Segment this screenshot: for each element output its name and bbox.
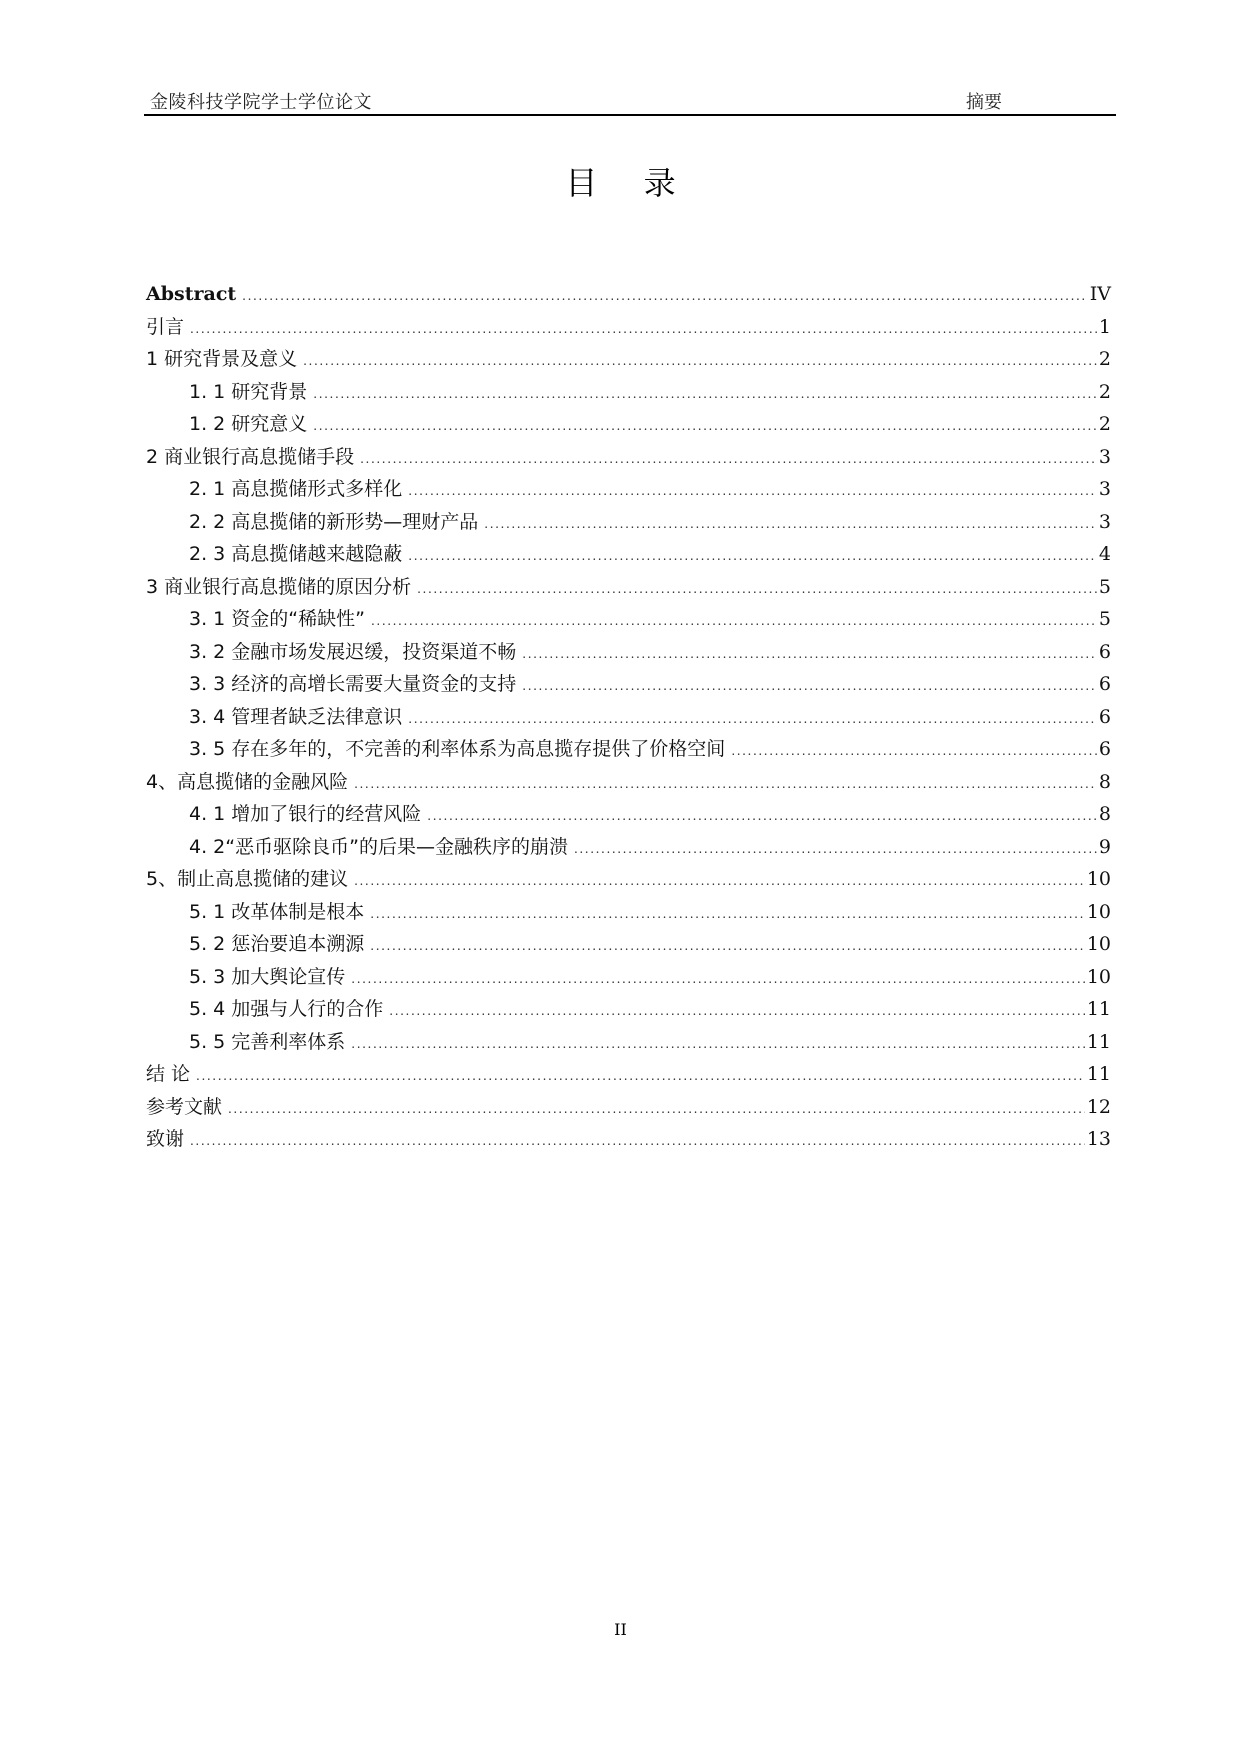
header-thesis-title: 金陵科技学院学士学位论文 bbox=[150, 92, 372, 113]
toc-entry-label: 致谢 bbox=[146, 1128, 185, 1150]
toc-entry-page: 6 bbox=[1098, 738, 1111, 760]
toc-entry-page: 8 bbox=[1098, 803, 1111, 825]
toc-entry[interactable] bbox=[146, 668, 1111, 701]
toc-entry-label: 4、高息揽储的金融风险 bbox=[146, 770, 349, 793]
toc-dot-leader bbox=[354, 768, 1097, 801]
toc-entry-page: 11 bbox=[1086, 1063, 1111, 1085]
toc-entry-page: 9 bbox=[1098, 835, 1111, 858]
toc-entry[interactable] bbox=[146, 473, 1111, 506]
toc-entry-label: 5. 4 加强与人行的合作 bbox=[189, 998, 384, 1020]
toc-entry-label: 2. 3 高息揽储越来越隐蔽 bbox=[189, 543, 403, 565]
toc-entry[interactable] bbox=[146, 636, 1111, 669]
toc-entry-label: 4. 1 增加了银行的经营风险 bbox=[189, 803, 422, 825]
toc-entry-page: 3 bbox=[1098, 445, 1111, 468]
toc-entry-label: 2 商业银行高息揽储手段 bbox=[146, 445, 355, 468]
toc-entry-label: 2. 2 高息揽储的新形势—理财产品 bbox=[189, 510, 479, 533]
toc-dot-leader bbox=[351, 963, 1085, 996]
toc-entry-page: 2 bbox=[1098, 380, 1111, 403]
table-of-contents bbox=[146, 278, 1111, 1156]
toc-entry[interactable] bbox=[146, 766, 1111, 799]
toc-dot-leader bbox=[351, 1028, 1085, 1061]
toc-dot-leader bbox=[354, 865, 1085, 898]
toc-entry-label: 3. 5 存在多年的，不完善的利率体系为高息揽存提供了价格空间 bbox=[189, 738, 726, 760]
toc-dot-leader bbox=[417, 573, 1097, 606]
toc-entry-page: 3 bbox=[1098, 510, 1111, 533]
toc-entry-label: 5. 2 惩治要追本溯源 bbox=[189, 933, 365, 955]
toc-dot-leader bbox=[574, 833, 1097, 866]
toc-dot-leader bbox=[427, 800, 1097, 833]
toc-entry[interactable] bbox=[146, 798, 1111, 831]
toc-entry-page: 5 bbox=[1098, 575, 1111, 598]
toc-entry[interactable] bbox=[146, 571, 1111, 604]
page-header bbox=[144, 84, 1116, 116]
toc-entry-page: 6 bbox=[1098, 673, 1111, 695]
toc-entry[interactable] bbox=[146, 506, 1111, 539]
toc-dot-leader bbox=[196, 1060, 1085, 1093]
toc-entry-label: 3. 3 经济的高增长需要大量资金的支持 bbox=[189, 673, 517, 695]
toc-dot-leader bbox=[731, 735, 1097, 768]
toc-dot-leader bbox=[313, 378, 1097, 411]
toc-dot-leader bbox=[190, 313, 1097, 346]
toc-entry[interactable] bbox=[146, 1091, 1111, 1124]
toc-entry-label: 5. 3 加大舆论宣传 bbox=[189, 965, 346, 988]
toc-entry-label: 5、制止高息揽储的建议 bbox=[146, 868, 349, 890]
toc-entry[interactable] bbox=[146, 1123, 1111, 1156]
toc-entry-label: 3 商业银行高息揽储的原因分析 bbox=[146, 575, 412, 598]
toc-entry[interactable] bbox=[146, 311, 1111, 344]
toc-entry[interactable] bbox=[146, 831, 1111, 864]
toc-entry[interactable] bbox=[146, 928, 1111, 961]
toc-entry[interactable] bbox=[146, 701, 1111, 734]
toc-entry-page: 10 bbox=[1086, 933, 1111, 955]
toc-entry[interactable] bbox=[146, 343, 1111, 376]
toc-entry-page: 5 bbox=[1098, 608, 1111, 630]
toc-entry-page: 1 bbox=[1098, 315, 1111, 338]
toc-entry-page: 10 bbox=[1086, 965, 1111, 988]
toc-entry-page: 11 bbox=[1086, 1030, 1111, 1053]
toc-entry[interactable] bbox=[146, 278, 1111, 311]
toc-entry-label: Abstract bbox=[146, 283, 237, 305]
toc-entry[interactable] bbox=[146, 1058, 1111, 1091]
toc-dot-leader bbox=[389, 995, 1085, 1028]
toc-entry-label: 5. 5 完善利率体系 bbox=[189, 1030, 346, 1053]
toc-entry[interactable] bbox=[146, 733, 1111, 766]
toc-entry[interactable] bbox=[146, 896, 1111, 929]
toc-entry-page: 12 bbox=[1086, 1095, 1111, 1118]
toc-entry-page: 10 bbox=[1086, 900, 1111, 923]
page-number: II bbox=[614, 1620, 627, 1639]
toc-entry[interactable] bbox=[146, 961, 1111, 994]
toc-dot-leader bbox=[228, 1093, 1085, 1126]
toc-entry-label: 3. 2 金融市场发展迟缓，投资渠道不畅 bbox=[189, 640, 517, 663]
toc-entry-label: 2. 1 高息揽储形式多样化 bbox=[189, 478, 403, 500]
toc-dot-leader bbox=[190, 1125, 1085, 1158]
toc-entry-page: IV bbox=[1089, 283, 1111, 305]
toc-dot-leader bbox=[370, 898, 1085, 931]
toc-entry-label: 参考文献 bbox=[146, 1095, 223, 1118]
toc-entry[interactable] bbox=[146, 408, 1111, 441]
toc-dot-leader bbox=[408, 703, 1097, 736]
toc-entry-page: 8 bbox=[1098, 770, 1111, 793]
toc-entry-label: 4. 2“恶币驱除良币”的后果—金融秩序的崩溃 bbox=[189, 835, 568, 858]
toc-entry-page: 4 bbox=[1098, 543, 1111, 565]
toc-dot-leader bbox=[360, 443, 1097, 476]
toc-dot-leader bbox=[408, 540, 1097, 573]
toc-dot-leader bbox=[522, 670, 1097, 703]
toc-dot-leader bbox=[522, 638, 1097, 671]
toc-entry-label: 3. 4 管理者缺乏法律意识 bbox=[189, 705, 403, 728]
toc-entry-label: 1. 2 研究意义 bbox=[189, 413, 308, 435]
toc-dot-leader bbox=[484, 508, 1097, 541]
toc-entry-page: 6 bbox=[1098, 705, 1111, 728]
toc-entry-page: 13 bbox=[1086, 1128, 1111, 1150]
toc-entry[interactable] bbox=[146, 376, 1111, 409]
toc-entry-page: 6 bbox=[1098, 640, 1111, 663]
toc-entry-page: 2 bbox=[1098, 348, 1111, 370]
toc-dot-leader bbox=[313, 410, 1097, 443]
toc-entry-label: 3. 1 资金的“稀缺性” bbox=[189, 608, 365, 630]
toc-entry[interactable] bbox=[146, 603, 1111, 636]
toc-entry-page: 11 bbox=[1086, 998, 1111, 1020]
toc-entry-label: 5. 1 改革体制是根本 bbox=[189, 900, 365, 923]
toc-dot-leader bbox=[371, 605, 1097, 638]
toc-entry[interactable] bbox=[146, 863, 1111, 896]
toc-title: 目 录 bbox=[565, 164, 694, 202]
toc-dot-leader bbox=[242, 280, 1088, 313]
toc-entry[interactable] bbox=[146, 993, 1111, 1026]
toc-entry-page: 2 bbox=[1098, 413, 1111, 435]
toc-dot-leader bbox=[303, 345, 1097, 378]
toc-entry-label: 引言 bbox=[146, 315, 185, 338]
toc-entry-label: 1 研究背景及意义 bbox=[146, 348, 298, 370]
toc-dot-leader bbox=[370, 930, 1085, 963]
toc-entry[interactable] bbox=[146, 1026, 1111, 1059]
toc-entry-page: 3 bbox=[1098, 478, 1111, 500]
toc-entry-label: 结 论 bbox=[146, 1063, 191, 1085]
toc-entry[interactable] bbox=[146, 538, 1111, 571]
toc-entry-label: 1. 1 研究背景 bbox=[189, 380, 308, 403]
header-section-name: 摘要 bbox=[966, 92, 1002, 113]
toc-dot-leader bbox=[408, 475, 1097, 508]
toc-entry-page: 10 bbox=[1086, 868, 1111, 890]
toc-entry[interactable] bbox=[146, 441, 1111, 474]
